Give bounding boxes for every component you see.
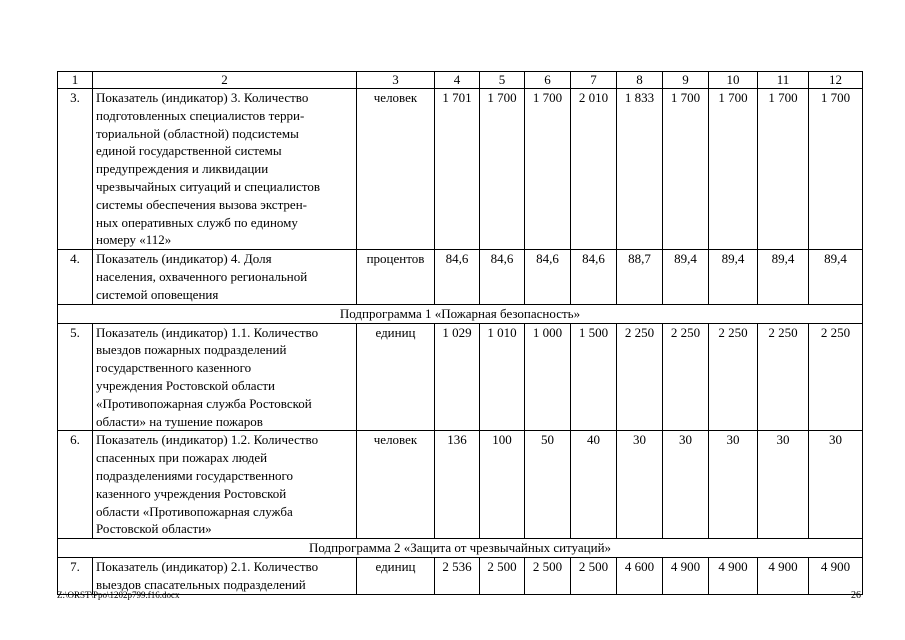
description-line: ториальной (областной) подсистемы [96,125,299,141]
indicator-description [93,323,357,431]
description-line: предупреждения и ликвидации [96,161,269,177]
value-cell: 89,4 [663,250,709,304]
subprogram-heading-row [58,539,863,558]
value-cell: 89,4 [758,250,809,304]
description-line: системы обеспечения вызова экстрен- [96,196,307,212]
row-number: 4. [58,250,93,304]
column-number-cell: 4 [435,72,480,89]
value-cell: 40 [571,431,617,539]
row-number: 7. [58,558,93,595]
indicator-row [58,89,863,250]
column-number-cell: 7 [571,72,617,89]
description-line: Показатель (индикатор) 4. Доля [96,251,272,267]
value-cell: 1 833 [617,89,663,250]
value-cell: 100 [480,431,525,539]
value-cell: 30 [758,431,809,539]
value-cell: 50 [525,431,571,539]
value-cell: 2 250 [709,323,758,431]
value-cell: 1 500 [571,323,617,431]
value-cell: 84,6 [525,250,571,304]
description-line: ных оперативных служб по единому [96,214,298,230]
indicator-row [58,431,863,539]
subprogram-heading: Подпрограмма 2 «Защита от чрезвычайных ситуаций» [58,539,863,558]
description-line: подразделениями государственного [96,467,294,483]
value-cell: 84,6 [571,250,617,304]
description-line: учреждения Ростовской области [96,377,275,393]
value-cell: 30 [663,431,709,539]
subprogram-heading-row [58,304,863,323]
unit-of-measure: человек [357,89,435,250]
value-cell: 30 [809,431,863,539]
column-number-cell: 12 [809,72,863,89]
description-line: «Противопожарная служба Ростовской [96,395,312,411]
value-cell: 4 900 [709,558,758,595]
value-cell: 2 250 [809,323,863,431]
column-number-row [58,72,863,89]
description-line: номеру «112» [96,232,172,248]
value-cell: 2 250 [758,323,809,431]
value-cell: 89,4 [709,250,758,304]
description-line: спасенных при пожарах людей [96,450,268,466]
value-cell: 4 600 [617,558,663,595]
value-cell: 1 029 [435,323,480,431]
value-cell: 1 700 [809,89,863,250]
value-cell: 2 536 [435,558,480,595]
value-cell: 1 701 [435,89,480,250]
description-line: Показатель (индикатор) 3. Количество [96,90,309,105]
indicator-description [93,89,357,250]
row-number: 3. [58,89,93,250]
description-line: казенного учреждения Ростовской [96,485,287,501]
subprogram-heading: Подпрограмма 1 «Пожарная безопасность» [58,304,863,323]
value-cell: 2 250 [617,323,663,431]
description-line: единой государственной системы [96,143,282,159]
value-cell: 2 500 [571,558,617,595]
value-cell: 1 700 [663,89,709,250]
value-cell: 2 500 [525,558,571,595]
value-cell: 4 900 [663,558,709,595]
value-cell: 1 000 [525,323,571,431]
description-line: подготовленных специалистов терри- [96,107,305,123]
column-number-cell: 5 [480,72,525,89]
column-number-cell: 9 [663,72,709,89]
description-line: системой оповещения [96,286,219,302]
description-line: населения, охваченного региональной [96,268,308,284]
description-line: чрезвычайных ситуаций и специалистов [96,178,321,194]
value-cell: 30 [617,431,663,539]
description-line: государственного казенного [96,360,252,376]
value-cell: 84,6 [435,250,480,304]
indicator-table [57,71,863,595]
row-number: 5. [58,323,93,431]
column-number-cell: 2 [93,72,357,89]
indicator-row [58,323,863,431]
description-line: Показатель (индикатор) 1.2. Количество [96,432,319,448]
indicator-description [93,431,357,539]
description-line: области» на тушение пожаров [96,413,263,429]
row-number: 6. [58,431,93,539]
indicator-description [93,250,357,304]
value-cell: 1 700 [709,89,758,250]
value-cell: 1 700 [525,89,571,250]
page-number: 26 [851,590,861,601]
column-number-cell: 10 [709,72,758,89]
value-cell: 136 [435,431,480,539]
column-number-cell: 11 [758,72,809,89]
value-cell: 4 900 [758,558,809,595]
unit-of-measure: единиц [357,323,435,431]
description-line: области «Противопожарная служба [96,503,293,519]
unit-of-measure: человек [357,431,435,539]
value-cell: 4 900 [809,558,863,595]
value-cell: 1 700 [758,89,809,250]
value-cell: 89,4 [809,250,863,304]
value-cell: 1 010 [480,323,525,431]
description-line: Показатель (индикатор) 2.1. Количество [96,559,319,575]
indicator-row [58,558,863,595]
column-number-cell: 3 [357,72,435,89]
value-cell: 30 [709,431,758,539]
indicator-description [93,558,357,595]
value-cell: 84,6 [480,250,525,304]
document-path: Z:\ORST\Ppo\1202p799.f16.docx [57,590,180,600]
description-line: Ростовской области» [96,521,212,537]
value-cell: 2 010 [571,89,617,250]
value-cell: 88,7 [617,250,663,304]
column-number-cell: 8 [617,72,663,89]
indicator-row [58,250,863,304]
description-line: Показатель (индикатор) 1.1. Количество [96,324,319,340]
value-cell: 2 250 [663,323,709,431]
unit-of-measure: единиц [357,558,435,595]
column-number-cell: 1 [58,72,93,89]
unit-of-measure: процентов [357,250,435,304]
value-cell: 2 500 [480,558,525,595]
value-cell: 1 700 [480,89,525,250]
column-number-cell: 6 [525,72,571,89]
description-line: выездов пожарных подразделений [96,342,287,358]
description-line: выездов спасательных подразделений [96,576,306,592]
